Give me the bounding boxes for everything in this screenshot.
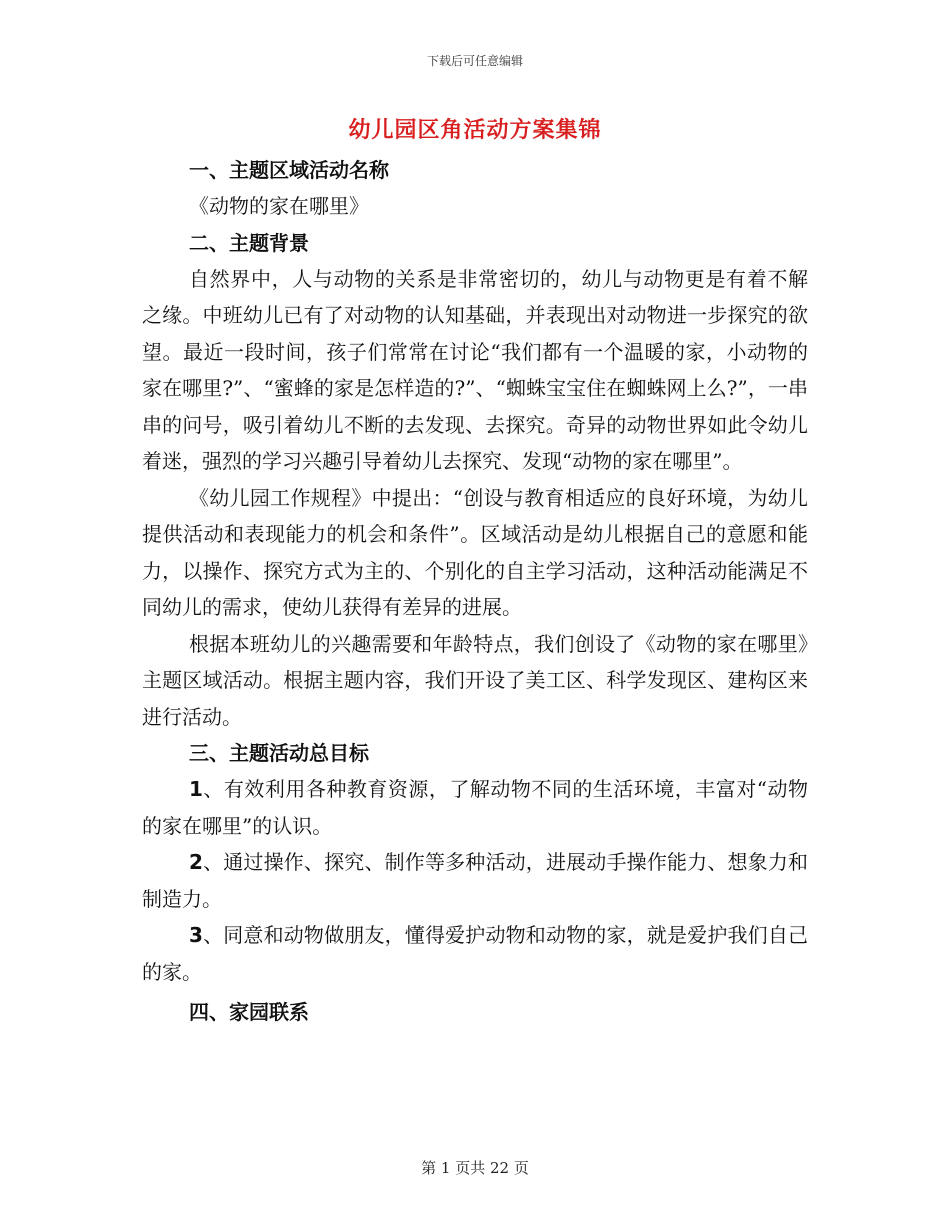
goal-number: 1: [189, 777, 203, 801]
goal-item: [142, 771, 808, 844]
document-body: [142, 152, 808, 1030]
goal-number: 2: [189, 850, 203, 874]
section-heading-background: 二、主题背景: [189, 230, 309, 255]
paragraph-activity-name: 《动物的家在哪里》: [189, 194, 369, 218]
goal-item: [142, 917, 808, 990]
paragraph-background-1: 自然界中，人与动物的关系是非常密切的，幼儿与动物更是有着不解之缘。中班幼儿已有了对动物的认知基础，并表现出对动物进一步探究的欲望。最近一段时间，孩子们常常在讨论“我们都有一个温暖的家，小动物的家在哪里?”、“蜜蜂的家是怎样造的?”、“蜘蛛宝宝住在蜘蛛网上么?”，一串串的问号，吸引着幼儿不断的去发现、去探究。奇异的动物世界如此令幼儿着迷，强烈的学习兴趣引导着幼儿去探究、发现“动物的家在哪里”。: [142, 266, 808, 473]
document-title: 幼儿园区角活动方案集锦: [348, 118, 602, 143]
page-footer: 第 1 页共 22 页: [421, 1159, 529, 1177]
paragraph-background-2: 《幼儿园工作规程》中提出：“创设与教育相适应的良好环境，为幼儿提供活动和表现能力的机会和条件”。区域活动是幼儿根据自己的意愿和能力，以操作、探究方式为主的、个别化的自主学习活动，这种活动能满足不同幼儿的需求，使幼儿获得有差异的进展。: [142, 485, 808, 619]
goal-text: 、同意和动物做朋友，懂得爱护动物和动物的家，就是爱护我们自己的家。: [142, 923, 808, 984]
goal-text: 、通过操作、探究、制作等多种活动，进展动手操作能力、想象力和制造力。: [142, 850, 808, 911]
goal-text: 、有效利用各种教育资源，了解动物不同的生活环境，丰富对“动物的家在哪里”的认识。: [142, 777, 808, 838]
section-heading-goals: 三、主题活动总目标: [189, 741, 369, 765]
goal-item: [142, 844, 808, 917]
page-header: 下载后可任意编辑: [426, 54, 523, 68]
section-heading-activity-name: 一、主题区域活动名称: [189, 158, 389, 182]
paragraph-background-3: 根据本班幼儿的兴趣需要和年龄特点，我们创设了《动物的家在哪里》主题区域活动。根据主题内容，我们开设了美工区、科学发现区、建构区来进行活动。: [142, 631, 808, 729]
section-heading-home-school: 四、家园联系: [189, 1000, 309, 1024]
goal-number: 3: [189, 923, 203, 947]
